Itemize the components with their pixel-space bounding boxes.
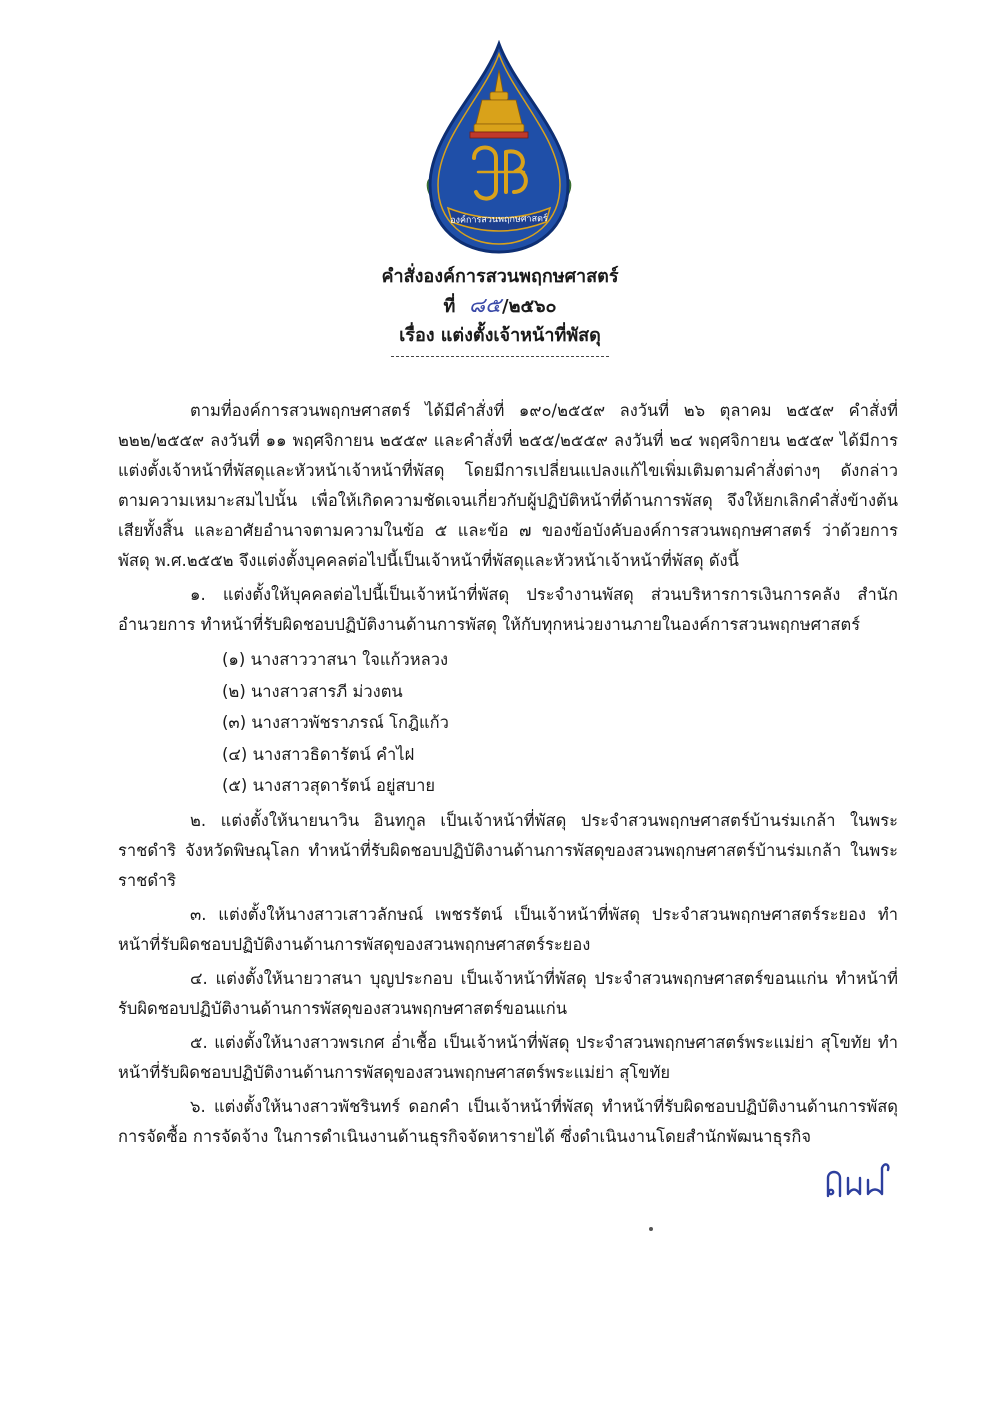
intro-paragraph: ตามที่องค์การสวนพฤกษศาสตร์ ได้มีคำสั่งที่ ๑๙๐/๒๕๕๙ ลงวันที่ ๒๖ ตุลาคม ๒๕๕๙ คำสั่งที่ ๒๒๒/๒๕๕๙ ลงวันที่ ๑๑ พฤศจิกายน ๒๕๕๙ และคำสั่งที่ ๒๕๕/๒๕๕๙ ลงวันที่ ๒๔ พฤศจิกายน ๒๕๕๙ ได้มีการแต่งตั้งเจ้าหน้าที่พัสดุและหัวหน้าเจ้าหน้าที่พัสดุ โดยมีการเปลี่ยนแปลงแก้ไขเพิ่มเติมตามคำสั่งต่างๆ ดังกล่าว ตามความเหมาะสมไปนั้น เพื่อให้เกิดความชัดเจนเกี่ยวกับผู้ปฏิบัติหน้าที่ด้านการพัสดุ จึงให้ยกเลิกคำสั่งข้างต้นเสียทั้งสิ้น และอาศัยอำนาจตามความในข้อ ๕ และข้อ ๗ ของข้อบังคับองค์การสวนพฤกษศาสตร์ ว่าด้วยการพัสดุ พ.ศ.๒๕๕๒ จึงแต่งตั้งบุคคลต่อไปนี้เป็นเจ้าหน้าที่พัสดุและหัวหน้าเจ้าหน้าที่พัสดุ ดังนี้ <box>118 401 898 570</box>
list-item: (๑) นางสาววาสนา ใจแก้วหลวง <box>222 650 449 669</box>
item-4-paragraph: ๔. แต่งตั้งให้นายวาสนา บุญประกอบ เป็นเจ้าหน้าที่พัสดุ ประจำสวนพฤกษศาสตร์ขอนแก่น ทำหน้าที่รับผิดชอบปฏิบัติงานด้านการพัสดุของสวนพฤกษศาสตร์ขอนแก่น <box>118 968 898 1018</box>
item-5-paragraph: ๕. แต่งตั้งให้นางสาวพรเกศ อ่ำเชื้อ เป็นเจ้าหน้าที่พัสดุ ประจำสวนพฤกษศาสตร์พระแม่ย่า สุโขทัย ทำหน้าที่รับผิดชอบปฏิบัติงานด้านการพัสดุของสวนพฤกษศาสตร์พระแม่ย่า สุโขทัย <box>118 1032 898 1082</box>
document-title: คำสั่งองค์การสวนพฤกษศาสตร์ <box>381 266 619 287</box>
list-item: (๔) นางสาวธิดารัตน์ คำไฝ <box>222 744 415 764</box>
item-3-paragraph: ๓. แต่งตั้งให้นางสาวเสาวลักษณ์ เพชรรัตน์ เป็นเจ้าหน้าที่พัสดุ ประจำสวนพฤกษศาสตร์ระยอง ทำหน้าที่รับผิดชอบปฏิบัติงานด้านการพัสดุของสวนพฤกษศาสตร์ระยอง <box>118 904 898 954</box>
header-divider <box>391 356 609 357</box>
list-item: (๒) นางสาวสารภี ม่วงตน <box>222 681 403 701</box>
organization-emblem-icon <box>418 40 580 262</box>
item-1-name-list <box>222 644 898 802</box>
document-body <box>118 396 898 1156</box>
document-header <box>0 262 1000 357</box>
order-number-handwritten: ๘๕ <box>468 293 502 317</box>
list-item: (๓) นางสาวพัชราภรณ์ โกฎิแก้ว <box>222 713 449 732</box>
item-6-paragraph: ๖. แต่งตั้งให้นางสาวพัชรินทร์ ดอกคำ เป็นเจ้าหน้าที่พัสดุ ทำหน้าที่รับผิดชอบปฏิบัติงานด้านการพัสดุ การจัดซื้อ การจัดจ้าง ในการดำเนินงานด้านธุรกิจจัดหารายได้ ซึ่งดำเนินงานโดยสำนักพัฒนาธุรกิจ <box>118 1096 898 1146</box>
order-number-suffix: /๒๕๖๐ <box>502 296 557 317</box>
order-number-prefix: ที่ <box>443 296 456 317</box>
handwritten-initials-icon <box>822 1158 894 1200</box>
list-item: (๕) นางสาวสุดารัตน์ อยู่สบาย <box>222 776 436 795</box>
scan-speck <box>649 1227 653 1231</box>
svg-text:องค์การสวนพฤกษศาสตร์: องค์การสวนพฤกษศาสตร์ <box>450 214 548 226</box>
document-subject: เรื่อง แต่งตั้งเจ้าหน้าที่พัสดุ <box>399 325 601 346</box>
item-2-paragraph: ๒. แต่งตั้งให้นายนาวิน อินทกูล เป็นเจ้าหน้าที่พัสดุ ประจำสวนพฤกษศาสตร์บ้านร่มเกล้า ในพระราชดำริ จังหวัดพิษณุโลก ทำหน้าที่รับผิดชอบปฏิบัติงานด้านการพัสดุของสวนพฤกษศาสตร์บ้านร่มเกล้า ในพระราชดำริ <box>118 810 898 890</box>
item-1-paragraph: ๑. แต่งตั้งให้บุคคลต่อไปนี้เป็นเจ้าหน้าที่พัสดุ ประจำงานพัสดุ ส่วนบริหารการเงินการคลัง สำนักอำนวยการ ทำหน้าที่รับผิดชอบปฏิบัติงานด้านการพัสดุ ให้กับทุกหน่วยงานภายในองค์การสวนพฤกษศาสตร์ <box>118 585 898 634</box>
order-number <box>0 291 1000 321</box>
